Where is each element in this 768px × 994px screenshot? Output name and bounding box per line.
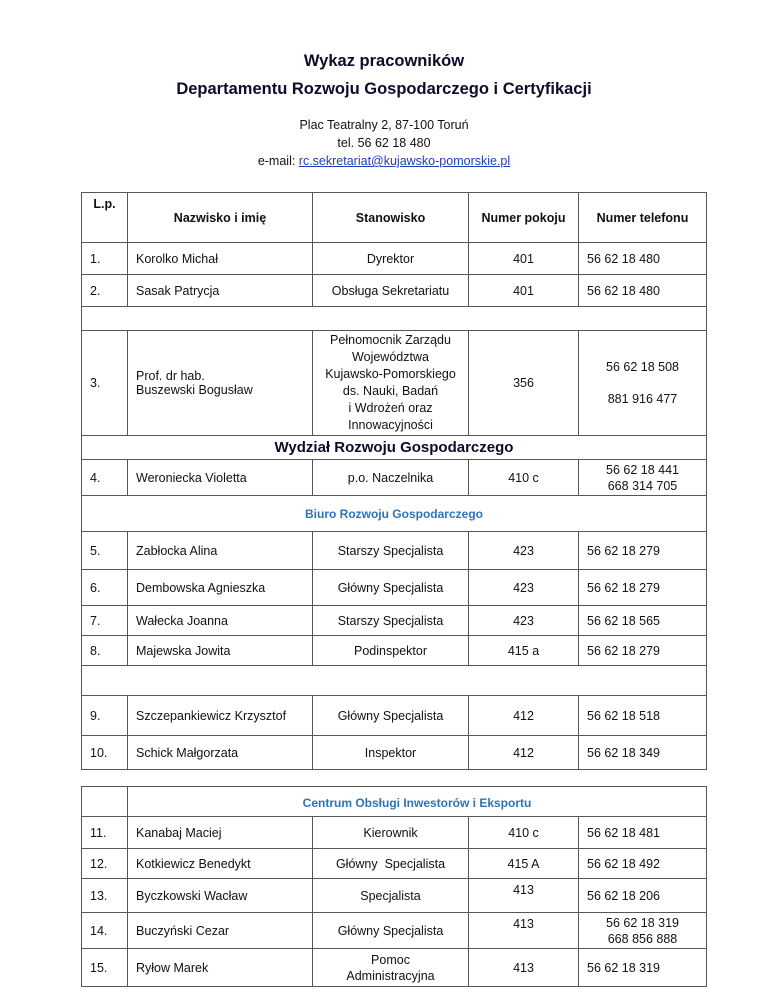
position-line: Pełnomocnik Zarządu [330,333,451,347]
cell-room: 412 [469,696,579,736]
title-line-1: Wykaz pracowników [303,52,465,70]
table-row [82,606,707,636]
cell-name: Majewska Jowita [128,636,313,666]
cell-position: Inspektor [313,736,469,770]
cell-position: Starszy Specjalista [313,606,469,636]
cell-name: Byczkowski Wacław [128,879,313,913]
cell-lp: 5. [82,532,128,570]
section-centrum-title: Centrum Obsługi Inwestorów i Eksportu [128,787,707,817]
position-line: ds. Nauki, Badań [342,384,439,398]
cell-room: 415 A [469,849,579,879]
cell-name: Szczepankiewicz Krzysztof [128,696,313,736]
cell-position: Główny Specjalista [313,570,469,606]
cell-position [313,949,469,987]
cell-lp: 3. [82,331,128,436]
phone-line: 881 916 477 [607,392,678,406]
cell-name: Schick Małgorzata [128,736,313,770]
cell-position: Starszy Specjalista [313,532,469,570]
section-row [82,496,707,532]
cell-lp: 4. [82,460,128,496]
cell-phone: 56 62 18 481 [579,817,707,849]
email-link[interactable]: rc.sekretariat@kujawsko-pomorskie.pl [298,154,511,168]
phone-line: 56 62 18 319 [606,915,679,930]
cell-room: 423 [469,606,579,636]
table-row [82,849,707,879]
title-line-2: Departamentu Rozwoju Gospodarczego i Certyfikacji [176,80,592,98]
cell-room: 415 a [469,636,579,666]
cell-lp: 1. [82,243,128,275]
phone-line: 56 62 18 508 [606,360,679,374]
cell-room: 413 [469,949,579,987]
position-line: i Wdrożeń oraz [348,401,433,415]
position-line: Administracyjna [346,968,435,983]
table-row [82,736,707,770]
cell-position: Główny Specjalista [313,849,469,879]
cell-lp: 6. [82,570,128,606]
email-line [0,154,768,168]
cell-room: 412 [469,736,579,770]
section-wydzial-title: Wydział Rozwoju Gospodarczego [82,436,707,460]
table-row [82,275,707,307]
cell-position [313,331,469,436]
table-row [82,331,707,436]
employees-table [81,192,707,770]
phone: tel. 56 62 18 480 [337,136,431,150]
address: Plac Teatralny 2, 87-100 Toruń [299,118,469,132]
cell-room: 423 [469,532,579,570]
cell-lp: 14. [82,913,128,949]
cell-lp: 11. [82,817,128,849]
spacer-row [82,307,707,331]
cell-lp: 12. [82,849,128,879]
centrum-table [81,786,707,987]
col-name: Nazwisko i imię [128,193,313,243]
table-row [82,696,707,736]
position-line: Województwa [352,350,429,364]
cell-phone [579,460,707,496]
cell-phone: 56 62 18 279 [579,636,707,666]
table-row [82,460,707,496]
cell-phone: 56 62 18 206 [579,879,707,913]
table-row [82,532,707,570]
cell-position: Główny Specjalista [313,913,469,949]
cell-room: 410 c [469,817,579,849]
cell-room: 356 [469,331,579,436]
cell-position: p.o. Naczelnika [313,460,469,496]
section-biuro-title: Biuro Rozwoju Gospodarczego [82,496,707,532]
cell-name: Zabłocka Alina [128,532,313,570]
cell-position: Główny Specjalista [313,696,469,736]
table-row [82,913,707,949]
section-row [82,436,707,460]
table-row [82,949,707,987]
col-position: Stanowisko [313,193,469,243]
cell-phone: 56 62 18 279 [579,532,707,570]
cell-name [128,331,313,436]
cell-lp: 8. [82,636,128,666]
name-line: Prof. dr hab. [136,369,205,383]
table-row [82,570,707,606]
email-label: e-mail: [257,154,299,168]
cell-lp: 13. [82,879,128,913]
table-row [82,879,707,913]
table-row [82,817,707,849]
col-room: Numer pokoju [469,193,579,243]
cell-name: Kanabaj Maciej [128,817,313,849]
cell-phone: 56 62 18 565 [579,606,707,636]
cell-name: Kotkiewicz Benedykt [128,849,313,879]
col-phone: Numer telefonu [579,193,707,243]
phone-line: 668 314 705 [607,478,678,493]
cell-name: Ryłow Marek [128,949,313,987]
cell-phone: 56 62 18 349 [579,736,707,770]
cell-room: 410 c [469,460,579,496]
spacer-row [82,666,707,696]
cell-room: 401 [469,275,579,307]
cell-phone: 56 62 18 518 [579,696,707,736]
cell-position: Obsługa Sekretariatu [313,275,469,307]
cell-phone [579,331,707,436]
cell-room: 413 [469,879,579,913]
name-line: Buszewski Bogusław [136,383,253,397]
cell-lp: 10. [82,736,128,770]
cell-phone: 56 62 18 492 [579,849,707,879]
empty-cell [82,787,128,817]
position-line: Pomoc [371,952,410,967]
col-lp: L.p. [82,193,128,243]
cell-lp: 15. [82,949,128,987]
cell-position: Specjalista [313,879,469,913]
cell-lp: 7. [82,606,128,636]
cell-lp: 9. [82,696,128,736]
cell-phone: 56 62 18 480 [579,275,707,307]
cell-name: Weroniecka Violetta [128,460,313,496]
cell-phone: 56 62 18 319 [579,949,707,987]
cell-room: 423 [469,570,579,606]
cell-name: Dembowska Agnieszka [128,570,313,606]
cell-position: Podinspektor [313,636,469,666]
cell-room: 401 [469,243,579,275]
table-row [82,636,707,666]
table-header-row [82,193,707,243]
section-row [82,787,707,817]
cell-lp: 2. [82,275,128,307]
cell-phone: 56 62 18 480 [579,243,707,275]
phone-line: 56 62 18 441 [606,462,679,477]
cell-position: Dyrektor [313,243,469,275]
position-line: Innowacyjności [348,418,433,432]
table-row [82,243,707,275]
cell-name: Buczyński Cezar [128,913,313,949]
cell-phone [579,913,707,949]
cell-phone: 56 62 18 279 [579,570,707,606]
cell-room: 413 [469,913,579,949]
cell-name: Wałecka Joanna [128,606,313,636]
cell-position: Kierownik [313,817,469,849]
cell-name: Korolko Michał [128,243,313,275]
phone-line: 668 856 888 [607,931,678,946]
cell-name: Sasak Patrycja [128,275,313,307]
position-line: Kujawsko-Pomorskiego [325,367,456,381]
